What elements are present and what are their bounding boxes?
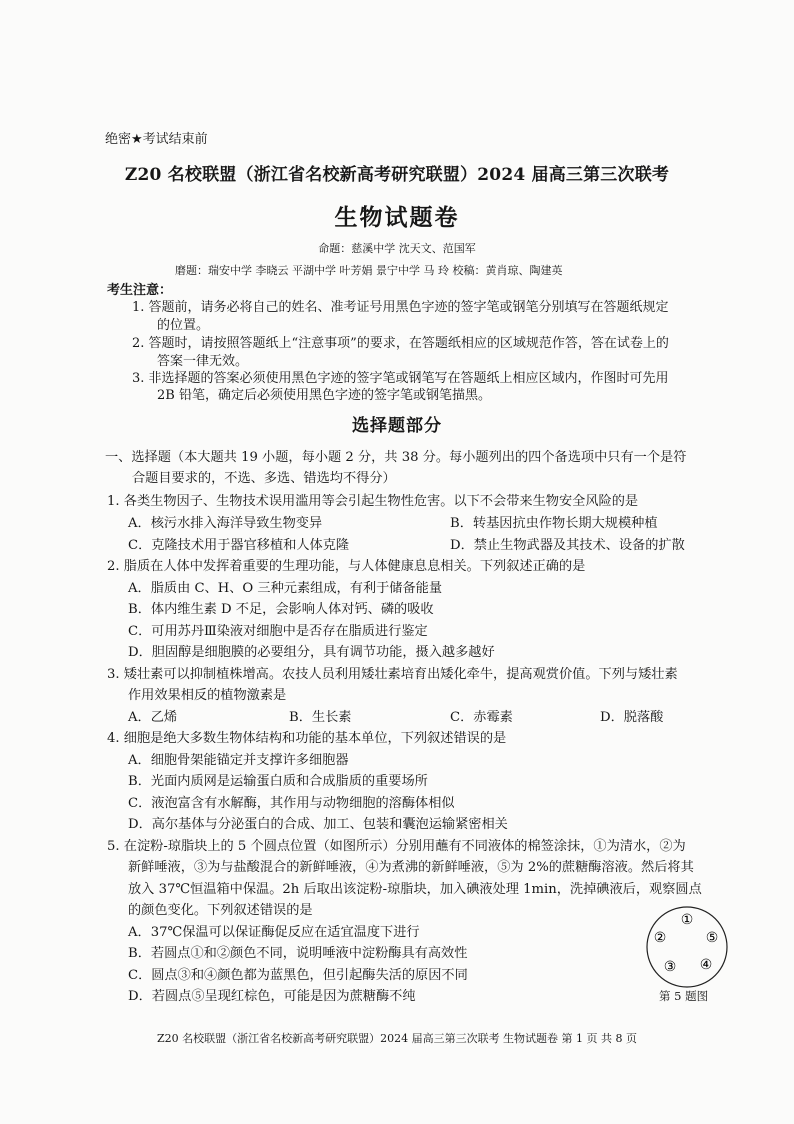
notice-item-1: 1. 答题前，请务必将自己的姓名、准考证号用黑色字迹的签字笔或钢笔分别填写在答题纸规定 (132, 300, 669, 315)
question-5-option-d: D．若圆点⑤呈现红棕色，可能是因为蔗糖酶不纯 (128, 989, 416, 1004)
question-2-option-d: D．胆固醇是细胞膜的必要组分，具有调节功能，摄入越多越好 (128, 645, 495, 660)
question-5-option-a: A．37℃保温可以保证酶促反应在适宜温度下进行 (128, 925, 420, 940)
question-1-option-b: B．转基因抗虫作物长期大规模种植 (450, 516, 658, 531)
question-2-option-b: B．体内维生素 D 不足，会影响人体对钙、磷的吸收 (128, 602, 434, 617)
question-3-option-c: C．赤霉素 (450, 710, 513, 725)
question-4-option-b: B．光面内质网是运输蛋白质和合成脂质的重要场所 (128, 774, 428, 789)
reviewers-line: 磨题：瑞安中学 李晓云 平湖中学 叶芳娟 景宁中学 马 玲 校稿：黄肖琼、陶建英 (175, 264, 563, 277)
question-3-stem-cont: 作用效果相反的植物激素是 (128, 688, 287, 703)
authors-line: 命题：慈溪中学 沈天文、范国军 (318, 242, 476, 255)
question-5-option-b: B．若圆点①和②颜色不同，说明唾液中淀粉酶具有高效性 (128, 946, 468, 961)
question-3-option-b: B．生长素 (289, 710, 352, 725)
subject-title: 生物试题卷 (334, 204, 460, 231)
question-5-option-c: C．圆点③和④颜色都为蓝黑色，但引起酶失活的原因不同 (128, 968, 468, 983)
notice-item-3: 3. 非选择题的答案必须使用黑色字迹的签字笔或钢笔写在答题纸上相应区域内，作图时可先用 (132, 371, 669, 386)
question-4-stem: 4. 细胞是绝大多数生物体结构和功能的基本单位，下列叙述错误的是 (107, 731, 507, 746)
question-3-option-a: A．乙烯 (128, 710, 178, 725)
notice-item-3-cont: 2B 铅笔，确定后必须使用黑色字迹的签字笔或钢笔描黑。 (157, 388, 491, 403)
notice-item-2-cont: 答案一律无效。 (157, 354, 249, 369)
dot-3-label: ③ (663, 959, 677, 975)
question-5-stem-cont-3: 的颜色变化。下列叙述错误的是 (128, 903, 313, 918)
notice-item-2: 2. 答题时，请按照答题纸上“注意事项”的要求，在答题纸相应的区域规范作答，答在试卷上的 (132, 336, 669, 351)
question-2-option-c: C．可用苏丹Ⅲ染液对细胞中是否存在脂质进行鉴定 (128, 624, 428, 639)
dot-2-label: ② (653, 930, 667, 946)
dot-1-label: ① (680, 912, 694, 928)
question-5-stem-cont-1: 新鲜唾液，③为与盐酸混合的新鲜唾液，④为煮沸的新鲜唾液，⑤为 2%的蔗糖酶溶液。然后将其 (128, 860, 694, 875)
exam-title: Z20 名校联盟（浙江省名校新高考研究联盟）2024 届高三第三次联考 (124, 165, 670, 185)
section-heading: 选择题部分 (352, 416, 442, 436)
question-3-option-d: D．脱落酸 (600, 710, 664, 725)
notice-title: 考生注意： (107, 283, 173, 298)
question-3-stem: 3. 矮壮素可以抑制植株增高。农技人员利用矮壮素培育出矮化牵牛，提高观赏价值。下列与矮壮素 (107, 667, 678, 682)
question-1-option-d: D．禁止生物武器及其技术、设备的扩散 (450, 538, 685, 553)
dot-4-label: ④ (699, 957, 713, 973)
question-2-option-a: A．脂质由 C、H、O 三种元素组成，有利于储备能量 (128, 581, 443, 596)
figure-caption: 第 5 题图 (659, 989, 709, 1003)
part-instructions-cont: 合题目要求的，不选、多选、错选均不得分） (132, 471, 396, 486)
dot-5-label: ⑤ (705, 930, 719, 946)
question-4-option-a: A．细胞骨架能锚定并支撑许多细胞器 (128, 753, 349, 768)
question-4-option-d: D．高尔基体与分泌蛋白的合成、加工、包装和囊泡运输紧密相关 (128, 817, 508, 832)
question-4-option-c: C．液泡富含有水解酶，其作用与动物细胞的溶酶体相似 (128, 796, 455, 811)
question-1-option-c: C．克隆技术用于器官移植和人体克隆 (128, 538, 350, 553)
page-footer: Z20 名校联盟（浙江省名校新高考研究联盟）2024 届高三第三次联考 生物试题卷 第 1 页 共 8 页 (156, 1032, 638, 1045)
question-1-stem: 1. 各类生物因子、生物技术误用滥用等会引起生物性危害。以下不会带来生物安全风险的是 (107, 494, 639, 509)
part-instructions: 一、选择题（本大题共 19 小题，每小题 2 分，共 38 分。每小题列出的四个备选项中只有一个是符 (105, 450, 687, 465)
question-1-option-a: A．核污水排入海洋导致生物变异 (128, 516, 323, 531)
confidential-label: 绝密★考试结束前 (105, 132, 208, 147)
question-5-stem-cont-2: 放入 37℃恒温箱中保温。2h 后取出该淀粉-琼脂块，加入碘液处理 1min，洗掉碘液后，观察圆点 (128, 882, 702, 897)
notice-item-1-cont: 的位置。 (157, 318, 210, 333)
question-5-stem: 5. 在淀粉-琼脂块上的 5 个圆点位置（如图所示）分别用蘸有不同液体的棉签涂抹，①为清水，②为 (107, 839, 686, 854)
question-2-stem: 2. 脂质在人体中发挥着重要的生理功能，与人体健康息息相关。下列叙述正确的是 (107, 559, 586, 574)
